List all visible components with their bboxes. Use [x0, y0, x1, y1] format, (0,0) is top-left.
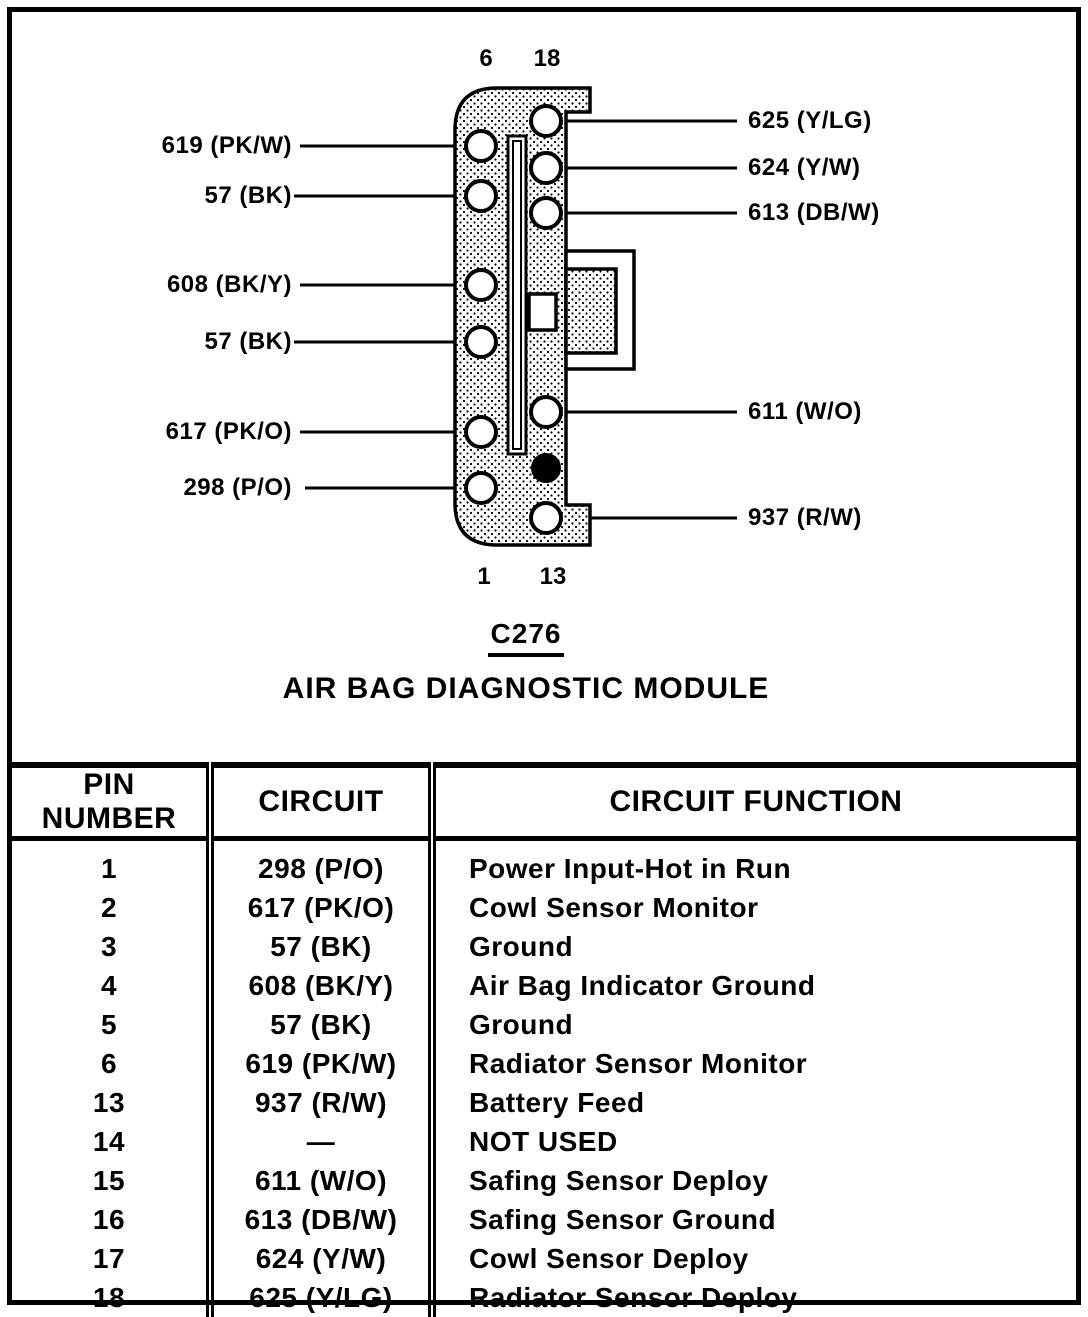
pin-15-circle [531, 397, 561, 427]
wire-label-624: 624 (Y/W) [748, 154, 861, 181]
key-slot [508, 136, 526, 454]
table-row [12, 1005, 1076, 1044]
pin-6-circle [466, 131, 496, 161]
lock-tab-inner [566, 269, 616, 353]
pin-cell: 13 [92, 1086, 126, 1118]
pin-13-circle [531, 503, 561, 533]
wire-label-298: 298 (P/O) [183, 474, 292, 501]
pin-cell: 17 [92, 1242, 126, 1274]
circuit-cell: 613 (DB/W) [210, 1200, 432, 1239]
pin-cell: 6 [100, 1047, 118, 1079]
pin-16-circle [531, 198, 561, 228]
table-row [12, 839, 1076, 889]
pin-18-circle [531, 106, 561, 136]
diagram-title-row [12, 672, 1076, 706]
pin-cell: 3 [100, 930, 118, 962]
circuit-cell: 298 (P/O) [210, 839, 432, 889]
circuit-cell: 57 (BK) [210, 1005, 432, 1044]
col-header-circuit: CIRCUIT [210, 765, 432, 839]
pin-cell: 18 [92, 1281, 126, 1313]
wire-label-613: 613 (DB/W) [748, 199, 880, 226]
pin-14-circle-filled [531, 453, 561, 483]
table-row [12, 1044, 1076, 1083]
table-row [12, 1239, 1076, 1278]
table-row [12, 966, 1076, 1005]
table-row [12, 1200, 1076, 1239]
function-cell: Power Input-Hot in Run [432, 839, 1076, 889]
col-header-circuit-function: CIRCUIT FUNCTION [432, 765, 1076, 839]
table-row [12, 888, 1076, 927]
circuit-cell: 625 (Y/LG) [210, 1278, 432, 1317]
function-cell: Safing Sensor Deploy [432, 1161, 1076, 1200]
left-leader-lines [294, 146, 466, 488]
connector-diagram [12, 12, 1076, 762]
pinout-table [12, 762, 1076, 1317]
pin-2-circle [466, 417, 496, 447]
connector-id: C276 [488, 618, 565, 657]
pin-5-circle [466, 181, 496, 211]
table-header-row [12, 765, 1076, 839]
pin-17-circle [531, 153, 561, 183]
diagram-title: AIR BAG DIAGNOSTIC MODULE [282, 672, 770, 705]
function-cell: Radiator Sensor Monitor [432, 1044, 1076, 1083]
function-cell: Cowl Sensor Deploy [432, 1239, 1076, 1278]
function-cell: Radiator Sensor Deploy [432, 1278, 1076, 1317]
table-row [12, 1161, 1076, 1200]
circuit-cell: 57 (BK) [210, 927, 432, 966]
function-cell: Ground [432, 1005, 1076, 1044]
wire-label-57-b: 57 (BK) [204, 328, 292, 355]
pin-cell: 16 [92, 1203, 126, 1235]
function-cell: Air Bag Indicator Ground [432, 966, 1076, 1005]
function-cell: Battery Feed [432, 1083, 1076, 1122]
table-row [12, 1122, 1076, 1161]
table-row [12, 1083, 1076, 1122]
bottom-pin-number-left: 1 [477, 563, 491, 590]
pin-3-circle [466, 327, 496, 357]
pin-4-circle [466, 270, 496, 300]
wire-label-619: 619 (PK/W) [161, 132, 292, 159]
pin-cell: 15 [92, 1164, 126, 1196]
pin-cell: 1 [100, 852, 118, 884]
pin-1-circle [466, 473, 496, 503]
circuit-cell: 617 (PK/O) [210, 888, 432, 927]
wire-label-625: 625 (Y/LG) [748, 107, 872, 134]
wire-label-57-a: 57 (BK) [204, 182, 292, 209]
wire-label-611: 611 (W/O) [748, 398, 862, 425]
function-cell: Safing Sensor Ground [432, 1200, 1076, 1239]
circuit-cell: 937 (R/W) [210, 1083, 432, 1122]
function-cell: NOT USED [432, 1122, 1076, 1161]
circuit-cell: 608 (BK/Y) [210, 966, 432, 1005]
pin-cell: 5 [100, 1008, 118, 1040]
pin-cell: 14 [92, 1125, 126, 1157]
circuit-cell: 624 (Y/W) [210, 1239, 432, 1278]
connector-id-row [12, 618, 1076, 657]
wire-label-937: 937 (R/W) [748, 504, 862, 531]
circuit-cell: 619 (PK/W) [210, 1044, 432, 1083]
top-pin-number-right: 18 [533, 45, 561, 72]
wire-label-617: 617 (PK/O) [165, 418, 292, 445]
function-cell: Cowl Sensor Monitor [432, 888, 1076, 927]
table-row [12, 1278, 1076, 1317]
function-cell: Ground [432, 927, 1076, 966]
col-header-pin-number: PIN NUMBER [12, 765, 210, 839]
wire-label-608: 608 (BK/Y) [166, 271, 292, 298]
table-row [12, 927, 1076, 966]
bottom-pin-number-right: 13 [539, 563, 567, 590]
pin-cell: 4 [100, 969, 118, 1001]
circuit-cell: 611 (W/O) [210, 1161, 432, 1200]
top-pin-number-left: 6 [479, 45, 493, 72]
page-frame [7, 7, 1081, 1313]
pin-cell: 2 [100, 891, 118, 923]
key-notch [529, 294, 556, 330]
circuit-cell: — [210, 1122, 432, 1161]
